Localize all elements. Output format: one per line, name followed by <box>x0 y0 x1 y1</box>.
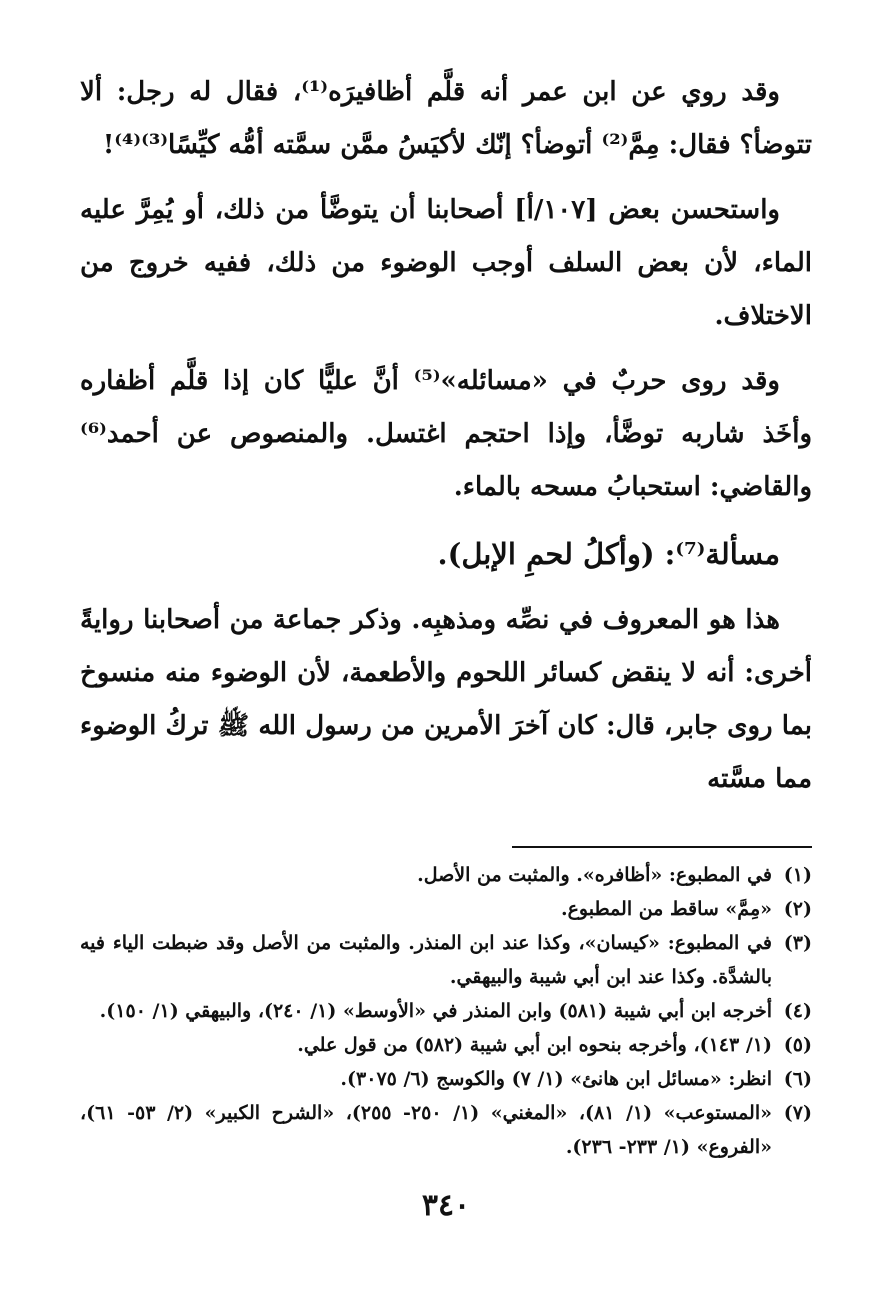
footnote-text: انظر: «مسائل ابن هانئ» (١/ ٧) والكوسج (٦/ ٣٠٧٥). <box>340 1068 772 1090</box>
footnote-number: (٤) <box>783 1000 812 1022</box>
footnote-text: في المطبوع: «أظافره». والمثبت من الأصل. <box>417 864 772 886</box>
page-number: ٣٤٠ <box>421 1188 471 1223</box>
footnote <box>80 1062 812 1096</box>
footnote-text: «المستوعب» (١/ ٨١)، «المغني» (١/ ٢٥٠- ٢٥٥)، «الشرح الكبير» (٢/ ٥٣- ٦١)، «الفروع» (١/ ٢٣٣- ٢٣٦). <box>80 1102 772 1158</box>
footnote-text: أخرجه ابن أبي شيبة (٥٨١) وابن المنذر في «الأوسط» (١/ ٢٤٠)، والبيهقي (١/ ١٥٠). <box>99 1000 772 1022</box>
footnote <box>80 1028 812 1062</box>
footnote <box>80 892 812 926</box>
footnote-divider <box>512 846 812 848</box>
paragraph-2: واستحسن بعض [١٠٧/أ] أصحابنا أن يتوضَّأ من ذلك، أو يُمِرَّ عليه الماء، لأن بعض السلف أوجب الوضوء من ذلك، ففيه خروج من الاختلاف. <box>80 195 812 331</box>
section-heading: مسألة⁽⁷⁾: (وأكلُ لحمِ الإبل). <box>437 537 780 571</box>
footnote-number: (١) <box>783 864 812 886</box>
footnote <box>80 858 812 892</box>
footnote-number: (٣) <box>783 932 812 954</box>
footnote-number: (٧) <box>783 1102 812 1124</box>
paragraph-3: وقد روى حربٌ في «مسائله»⁽⁵⁾ أنَّ عليًّا كان إذا قلَّم أظفاره وأخَذ شاربه توضَّأ، وإذا احتجم اغتسل. والمنصوص عن أحمد⁽⁶⁾ والقاضي: استحبابُ مسحه بالماء. <box>80 366 812 502</box>
paragraph-1: وقد روي عن ابن عمر أنه قلَّم أظافيرَه⁽¹⁾، فقال له رجل: ألا تتوضأ؟ فقال: مِمَّ⁽²⁾ أتوضأ؟ إنّك لأكيَسُ ممَّن سمَّته أمُّه كيِّسًا⁽³⁾⁽⁴⁾! <box>80 77 812 160</box>
footnote <box>80 1096 812 1164</box>
document-page <box>80 66 812 1164</box>
footnote <box>80 994 812 1028</box>
footnote-number: (٦) <box>783 1068 812 1090</box>
footnote-number: (٥) <box>783 1034 812 1056</box>
footnote-number: (٢) <box>783 898 812 920</box>
footnotes <box>80 858 812 1164</box>
footnote <box>80 926 812 994</box>
footnote-text: في المطبوع: «كيسان»، وكذا عند ابن المنذر. والمثبت من الأصل وقد ضبطت الياء فيه بالشدَّة. وكذا عند ابن أبي شيبة والبيهقي. <box>80 932 772 988</box>
footnote-text: (١/ ١٤٣)، وأخرجه بنحوه ابن أبي شيبة (٥٨٢) من قول علي. <box>297 1034 772 1056</box>
footnote-text: «مِمَّ» ساقط من المطبوع. <box>560 898 772 920</box>
paragraph-4: هذا هو المعروف في نصِّه ومذهبِه. وذكر جماعة من أصحابنا روايةً أخرى: أنه لا ينقض كسائر اللحوم والأطعمة، لأن الوضوء منه منسوخ بما روى جابر، قال: كان آخرَ الأمرين من رسول الله ﷺ تركُ الوضوء مما مسَّته <box>80 605 812 794</box>
